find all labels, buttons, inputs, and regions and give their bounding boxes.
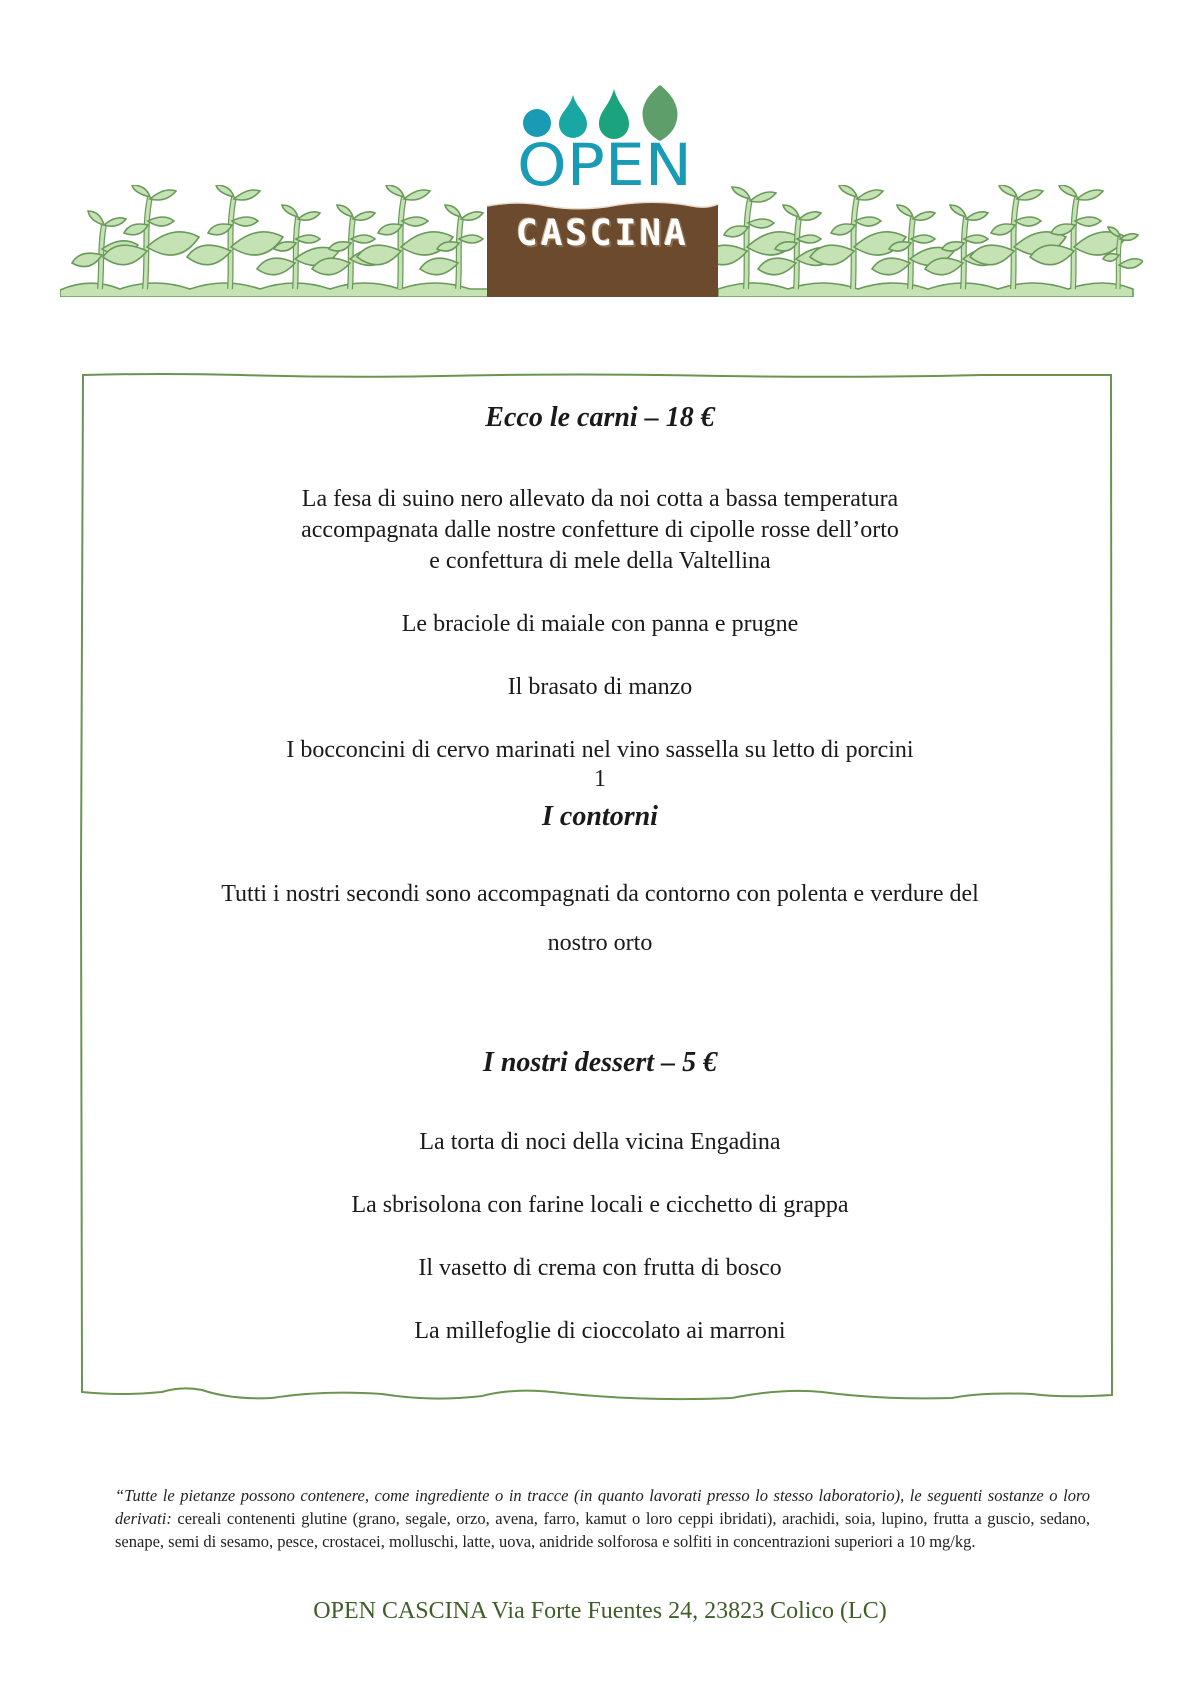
meats-heading: Ecco le carni – 18 € xyxy=(485,402,715,433)
sides-heading: I contorni xyxy=(542,801,658,832)
restaurant-address: OPEN CASCINA Via Forte Fuentes 24, 23823 Colico (LC) xyxy=(313,1598,887,1624)
menu-item-fesa-line1: La fesa di suino nero allevato da noi cotta a bassa temperatura xyxy=(301,486,899,512)
menu-item-bocconcini: I bocconcini di cervo marinati nel vino sassella su letto di porcini xyxy=(286,737,914,763)
allergen-notice xyxy=(115,1484,1090,1553)
menu-item-fesa-line2: accompagnata dalle nostre confetture di cipolle rosse dell’orto xyxy=(301,517,899,543)
open-cascina-logo xyxy=(487,85,718,297)
menu-item-fesa-line3: e confettura di mele della Valtellina xyxy=(429,548,771,574)
allergen-notice-list: cereali contenenti glutine (grano, segale, orzo, avena, farro, kamut o loro ceppi ibridati), arachidi, soia, lupino, frutta a guscio, sedano, senape, semi di sesamo, pesce, crostacei, molluschi, latte, uova, anidride solforosa e solfiti in concentrazioni superiori a 10 mg/kg. xyxy=(115,1509,1090,1551)
water-drops-leaf-icon xyxy=(523,85,683,141)
allergen-notice-intro: “Tutte le pietanze possono contenere, come ingrediente o in tracce (in quanto lavorati presso lo stesso laboratorio), le seguenti sostanze o loro derivati: xyxy=(115,1486,1090,1528)
dessert-item-millefoglie: La millefoglie di cioccolato ai marroni xyxy=(414,1318,786,1344)
plants-border-right-icon xyxy=(718,185,1143,297)
plants-border-left-icon xyxy=(60,185,490,297)
cascina-wordmark: CASCINA xyxy=(516,213,689,254)
svg-text:OPEN xyxy=(517,135,692,191)
dessert-item-sbrisolona: La sbrisolona con farine locali e cicchetto di grappa xyxy=(351,1192,849,1218)
stray-character: 1 xyxy=(594,766,606,792)
page-header xyxy=(0,0,1200,300)
desserts-heading: I nostri dessert – 5 € xyxy=(482,1047,718,1078)
menu-item-brasato: Il brasato di manzo xyxy=(507,674,693,700)
open-wordmark xyxy=(517,135,692,191)
dessert-item-torta: La torta di noci della vicina Engadina xyxy=(419,1129,781,1155)
dessert-item-vasetto: Il vasetto di crema con frutta di bosco xyxy=(418,1255,782,1281)
menu-item-braciole: Le braciole di maiale con panna e prugne xyxy=(401,611,799,637)
open-word-text: OPEN xyxy=(517,135,692,191)
sides-text-line1: Tutti i nostri secondi sono accompagnati da contorno con polenta e verdure del xyxy=(221,881,979,907)
sides-text-line2: nostro orto xyxy=(547,930,653,956)
